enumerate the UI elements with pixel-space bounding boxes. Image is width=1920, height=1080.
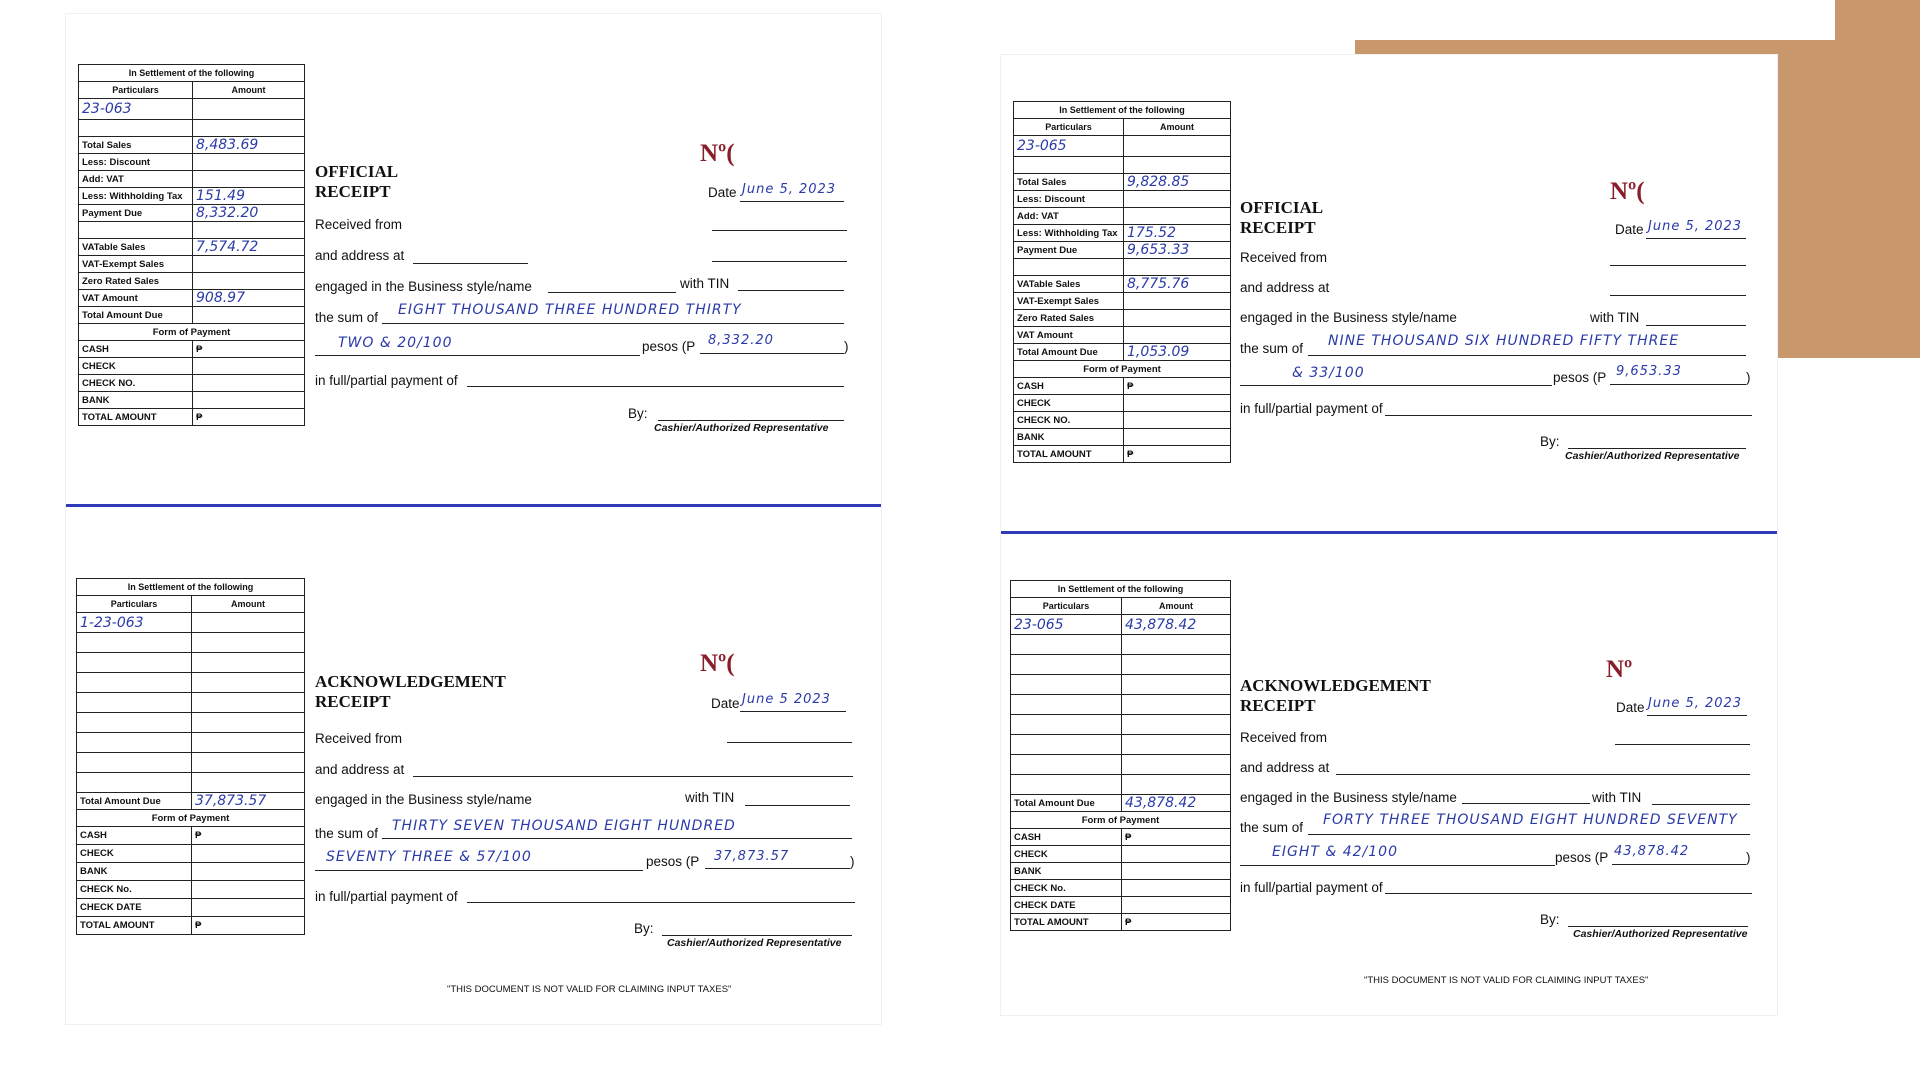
check-date-label: CHECK DATE xyxy=(77,899,192,917)
peso-sign: ₱ xyxy=(192,827,305,845)
by-label: By: xyxy=(628,406,648,421)
footer-note: "THIS DOCUMENT IS NOT VALID FOR CLAIMING INPUT TAXES" xyxy=(1364,975,1649,986)
sum-line-1 xyxy=(1308,834,1750,835)
sum-line-2 xyxy=(315,870,643,871)
total-sales-label: Total Sales xyxy=(79,137,193,154)
date-label: Date xyxy=(1616,700,1645,715)
pesos-line xyxy=(700,353,844,354)
check-no-label: CHECK NO. xyxy=(79,375,193,392)
total-sales-value: 8,483.69 xyxy=(193,137,305,154)
pesos-label: pesos (P xyxy=(646,854,700,869)
received-from-label: Received from xyxy=(315,731,403,746)
check-label: CHECK xyxy=(77,845,192,863)
pesos-line xyxy=(1612,864,1746,865)
settlement-header: In Settlement of the following xyxy=(77,579,305,596)
business-label: engaged in the Business style/name xyxy=(1240,790,1457,805)
total-amount-due-value: 43,878.42 xyxy=(1122,795,1231,812)
by-label: By: xyxy=(634,921,654,936)
less-discount-label: Less: Discount xyxy=(1014,191,1124,208)
particulars-header: Particulars xyxy=(1014,119,1124,136)
check-no-label: CHECK NO. xyxy=(1014,412,1124,429)
vat-exempt-label: VAT-Exempt Sales xyxy=(79,256,193,273)
cashier-label: Cashier/Authorized Representative xyxy=(1565,450,1740,462)
address-label: and address at xyxy=(1240,760,1330,775)
address-label: and address at xyxy=(315,762,405,777)
settlement-table xyxy=(1010,580,1231,931)
sum-of-label: the sum of xyxy=(1240,341,1304,356)
particular-value: 23-065 xyxy=(1011,615,1122,635)
business-line xyxy=(1462,803,1590,804)
amount-value: 43,878.42 xyxy=(1122,615,1231,635)
less-wtax-label: Less: Withholding Tax xyxy=(79,188,193,205)
received-from-label: Received from xyxy=(1240,250,1328,265)
pesos-value: 9,653.33 xyxy=(1616,364,1682,379)
received-from-line xyxy=(727,742,852,743)
sum-line-1 xyxy=(382,323,844,324)
date-line xyxy=(1647,715,1747,716)
form-of-payment-label: Form of Payment xyxy=(79,324,305,341)
pesos-value: 43,878.42 xyxy=(1614,844,1690,859)
sum-text-line-2: TWO & 20/100 xyxy=(338,335,453,351)
particular-value: 23-065 xyxy=(1014,136,1124,157)
sum-text-line-1: NINE THOUSAND SIX HUNDRED FIFTY THREE xyxy=(1328,333,1680,349)
total-amount-due-label: Total Amount Due xyxy=(79,307,193,324)
signature-line xyxy=(1568,926,1748,927)
acknowledgement-receipt-title: ACKNOWLEDGEMENT RECEIPT xyxy=(315,672,506,711)
date-label: Date xyxy=(1615,222,1644,237)
total-amount-due-label: Total Amount Due xyxy=(1014,344,1124,361)
bank-label: BANK xyxy=(77,863,192,881)
check-label: CHECK xyxy=(1011,846,1122,863)
received-from-line xyxy=(1615,744,1750,745)
received-from-label: Received from xyxy=(1240,730,1328,745)
receipt-number-label: Nº( xyxy=(700,650,735,677)
pesos-label: pesos (P xyxy=(1553,370,1607,385)
sum-text-line-1: EIGHT THOUSAND THREE HUNDRED THIRTY xyxy=(398,302,742,318)
date-value: June 5, 2023 xyxy=(1648,696,1743,711)
cash-label: CASH xyxy=(79,341,193,358)
tin-line xyxy=(738,290,844,291)
form-of-payment-label: Form of Payment xyxy=(1014,361,1231,378)
tin-line xyxy=(745,805,850,806)
received-from-label: Received from xyxy=(315,217,403,232)
vatable-sales-value: 7,574.72 xyxy=(193,239,305,256)
left-divider xyxy=(66,504,881,507)
official-receipt-title: OFFICIAL RECEIPT xyxy=(315,162,398,201)
amount-header: Amount xyxy=(1124,119,1231,136)
sum-line-1 xyxy=(1308,355,1746,356)
date-line xyxy=(740,201,844,202)
payment-due-value: 9,653.33 xyxy=(1124,242,1231,259)
settlement-table xyxy=(78,64,305,426)
date-value: June 5, 2023 xyxy=(742,182,837,197)
total-amount-label: TOTAL AMOUNT xyxy=(79,409,193,426)
form-of-payment-label: Form of Payment xyxy=(77,810,305,827)
settlement-header: In Settlement of the following xyxy=(1014,102,1231,119)
vatable-sales-label: VATable Sales xyxy=(79,239,193,256)
sum-line-2 xyxy=(1240,865,1555,866)
full-partial-label: in full/partial payment of xyxy=(315,373,458,388)
date-line xyxy=(740,711,846,712)
payment-due-value: 8,332.20 xyxy=(193,205,305,222)
footer-note: "THIS DOCUMENT IS NOT VALID FOR CLAIMING INPUT TAXES" xyxy=(447,984,732,995)
vat-amount-label: VAT Amount xyxy=(1014,327,1124,344)
total-sales-value: 9,828.85 xyxy=(1124,174,1231,191)
sum-text-line-2: & 33/100 xyxy=(1292,365,1365,381)
payment-due-label: Payment Due xyxy=(79,205,193,222)
peso-sign: ₱ xyxy=(1122,914,1231,931)
tin-label: with TIN xyxy=(1590,310,1640,325)
less-wtax-value: 175.52 xyxy=(1124,225,1231,242)
date-value: June 5, 2023 xyxy=(1648,219,1743,234)
sum-of-label: the sum of xyxy=(1240,820,1304,835)
sum-line-2 xyxy=(1240,385,1552,386)
cash-label: CASH xyxy=(1011,829,1122,846)
received-from-line xyxy=(1610,265,1746,266)
full-partial-line xyxy=(1385,893,1752,894)
bank-label: BANK xyxy=(1014,429,1124,446)
cashier-label: Cashier/Authorized Representative xyxy=(667,937,842,949)
vat-amount-value: 908.97 xyxy=(193,290,305,307)
date-line xyxy=(1646,238,1746,239)
check-date-label: CHECK DATE xyxy=(1011,897,1122,914)
pesos-line xyxy=(1610,384,1746,385)
cash-label: CASH xyxy=(1014,378,1124,395)
pesos-label: pesos (P xyxy=(1555,850,1609,865)
vatable-sales-label: VATable Sales xyxy=(1014,276,1124,293)
tin-label: with TIN xyxy=(685,790,735,805)
pesos-line xyxy=(705,868,850,869)
check-no-label: CHECK No. xyxy=(77,881,192,899)
official-receipt-title: OFFICIAL RECEIPT xyxy=(1240,198,1323,237)
acknowledgement-receipt-title: ACKNOWLEDGEMENT RECEIPT xyxy=(1240,676,1431,715)
sum-line-1 xyxy=(382,838,852,839)
sum-text-line-1: FORTY THREE THOUSAND EIGHT HUNDRED SEVENTY xyxy=(1323,812,1738,828)
sum-of-label: the sum of xyxy=(315,310,379,325)
address-label: and address at xyxy=(1240,280,1330,295)
close-paren: ) xyxy=(1746,370,1751,385)
amount-header: Amount xyxy=(193,82,305,99)
vat-exempt-label: VAT-Exempt Sales xyxy=(1014,293,1124,310)
check-no-label: CHECK No. xyxy=(1011,880,1122,897)
particulars-header: Particulars xyxy=(77,596,192,613)
receipt-number-label: Nº( xyxy=(1610,178,1645,205)
vat-amount-label: VAT Amount xyxy=(79,290,193,307)
peso-sign: ₱ xyxy=(1122,829,1231,846)
address-label: and address at xyxy=(315,248,405,263)
address-line xyxy=(1610,295,1746,296)
business-label: engaged in the Business style/name xyxy=(1240,310,1457,325)
particular-value: 1-23-063 xyxy=(77,613,192,633)
address-line-2 xyxy=(712,261,847,262)
close-paren: ) xyxy=(1746,850,1751,865)
less-wtax-label: Less: Withholding Tax xyxy=(1014,225,1124,242)
business-label: engaged in the Business style/name xyxy=(315,279,532,294)
total-amount-due-label: Total Amount Due xyxy=(77,793,192,810)
full-partial-label: in full/partial payment of xyxy=(1240,880,1383,895)
vatable-sales-value: 8,775.76 xyxy=(1124,276,1231,293)
cashier-label: Cashier/Authorized Representative xyxy=(654,422,829,434)
settlement-table xyxy=(76,578,305,935)
date-label: Date xyxy=(711,696,740,711)
full-partial-label: in full/partial payment of xyxy=(315,889,458,904)
tin-line xyxy=(1652,804,1750,805)
pesos-value: 8,332.20 xyxy=(708,333,774,348)
peso-sign: ₱ xyxy=(192,917,305,935)
background-shape-cutout xyxy=(1355,0,1835,40)
cash-label: CASH xyxy=(77,827,192,845)
check-label: CHECK xyxy=(1014,395,1124,412)
total-amount-label: TOTAL AMOUNT xyxy=(77,917,192,935)
date-label: Date xyxy=(708,185,737,200)
receipt-number-label: Nº xyxy=(1606,656,1633,683)
settlement-header: In Settlement of the following xyxy=(79,65,305,82)
zero-rated-label: Zero Rated Sales xyxy=(79,273,193,290)
sum-of-label: the sum of xyxy=(315,826,379,841)
settlement-header: In Settlement of the following xyxy=(1011,581,1231,598)
particulars-header: Particulars xyxy=(1011,598,1122,615)
receipt-number-label: Nº( xyxy=(700,140,735,167)
total-amount-due-value: 1,053.09 xyxy=(1124,344,1231,361)
add-vat-label: Add: VAT xyxy=(79,171,193,188)
address-line xyxy=(413,776,853,777)
tin-label: with TIN xyxy=(680,276,730,291)
date-value: June 5 2023 xyxy=(742,692,831,707)
by-label: By: xyxy=(1540,434,1560,449)
particular-value: 23-063 xyxy=(79,99,193,120)
peso-sign: ₱ xyxy=(1124,446,1231,463)
particulars-header: Particulars xyxy=(79,82,193,99)
total-sales-label: Total Sales xyxy=(1014,174,1124,191)
by-label: By: xyxy=(1540,912,1560,927)
pesos-value: 37,873.57 xyxy=(714,849,790,864)
less-discount-label: Less: Discount xyxy=(79,154,193,171)
peso-sign: ₱ xyxy=(1124,378,1231,395)
peso-sign: ₱ xyxy=(193,341,305,358)
business-line xyxy=(548,292,676,293)
less-wtax-value: 151.49 xyxy=(193,188,305,205)
payment-due-label: Payment Due xyxy=(1014,242,1124,259)
signature-line xyxy=(658,420,844,421)
tin-line xyxy=(1646,325,1746,326)
sum-text-line-2: EIGHT & 42/100 xyxy=(1272,844,1398,860)
close-paren: ) xyxy=(850,854,855,869)
add-vat-label: Add: VAT xyxy=(1014,208,1124,225)
pesos-label: pesos (P xyxy=(642,339,696,354)
address-line xyxy=(413,263,528,264)
sum-text-line-1: THIRTY SEVEN THOUSAND EIGHT HUNDRED xyxy=(392,818,736,834)
address-line xyxy=(1336,774,1750,775)
peso-sign: ₱ xyxy=(193,409,305,426)
total-amount-label: TOTAL AMOUNT xyxy=(1011,914,1122,931)
signature-line xyxy=(1568,448,1746,449)
full-partial-line xyxy=(467,902,855,903)
zero-rated-label: Zero Rated Sales xyxy=(1014,310,1124,327)
total-amount-due-label: Total Amount Due xyxy=(1011,795,1122,812)
sum-line-2 xyxy=(315,355,640,356)
received-from-line xyxy=(712,230,847,231)
amount-header: Amount xyxy=(192,596,305,613)
total-amount-label: TOTAL AMOUNT xyxy=(1014,446,1124,463)
cashier-label: Cashier/Authorized Representative xyxy=(1573,928,1748,940)
tin-label: with TIN xyxy=(1592,790,1642,805)
form-of-payment-label: Form of Payment xyxy=(1011,812,1231,829)
sum-text-line-2: SEVENTY THREE & 57/100 xyxy=(326,849,532,865)
full-partial-line xyxy=(467,386,844,387)
full-partial-line xyxy=(1385,415,1752,416)
bank-label: BANK xyxy=(1011,863,1122,880)
right-divider xyxy=(1001,531,1777,534)
amount-header: Amount xyxy=(1122,598,1231,615)
settlement-table xyxy=(1013,101,1231,463)
full-partial-label: in full/partial payment of xyxy=(1240,401,1383,416)
check-label: CHECK xyxy=(79,358,193,375)
signature-line xyxy=(662,935,852,936)
bank-label: BANK xyxy=(79,392,193,409)
business-label: engaged in the Business style/name xyxy=(315,792,532,807)
total-amount-due-value: 37,873.57 xyxy=(192,793,305,810)
close-paren: ) xyxy=(844,339,849,354)
